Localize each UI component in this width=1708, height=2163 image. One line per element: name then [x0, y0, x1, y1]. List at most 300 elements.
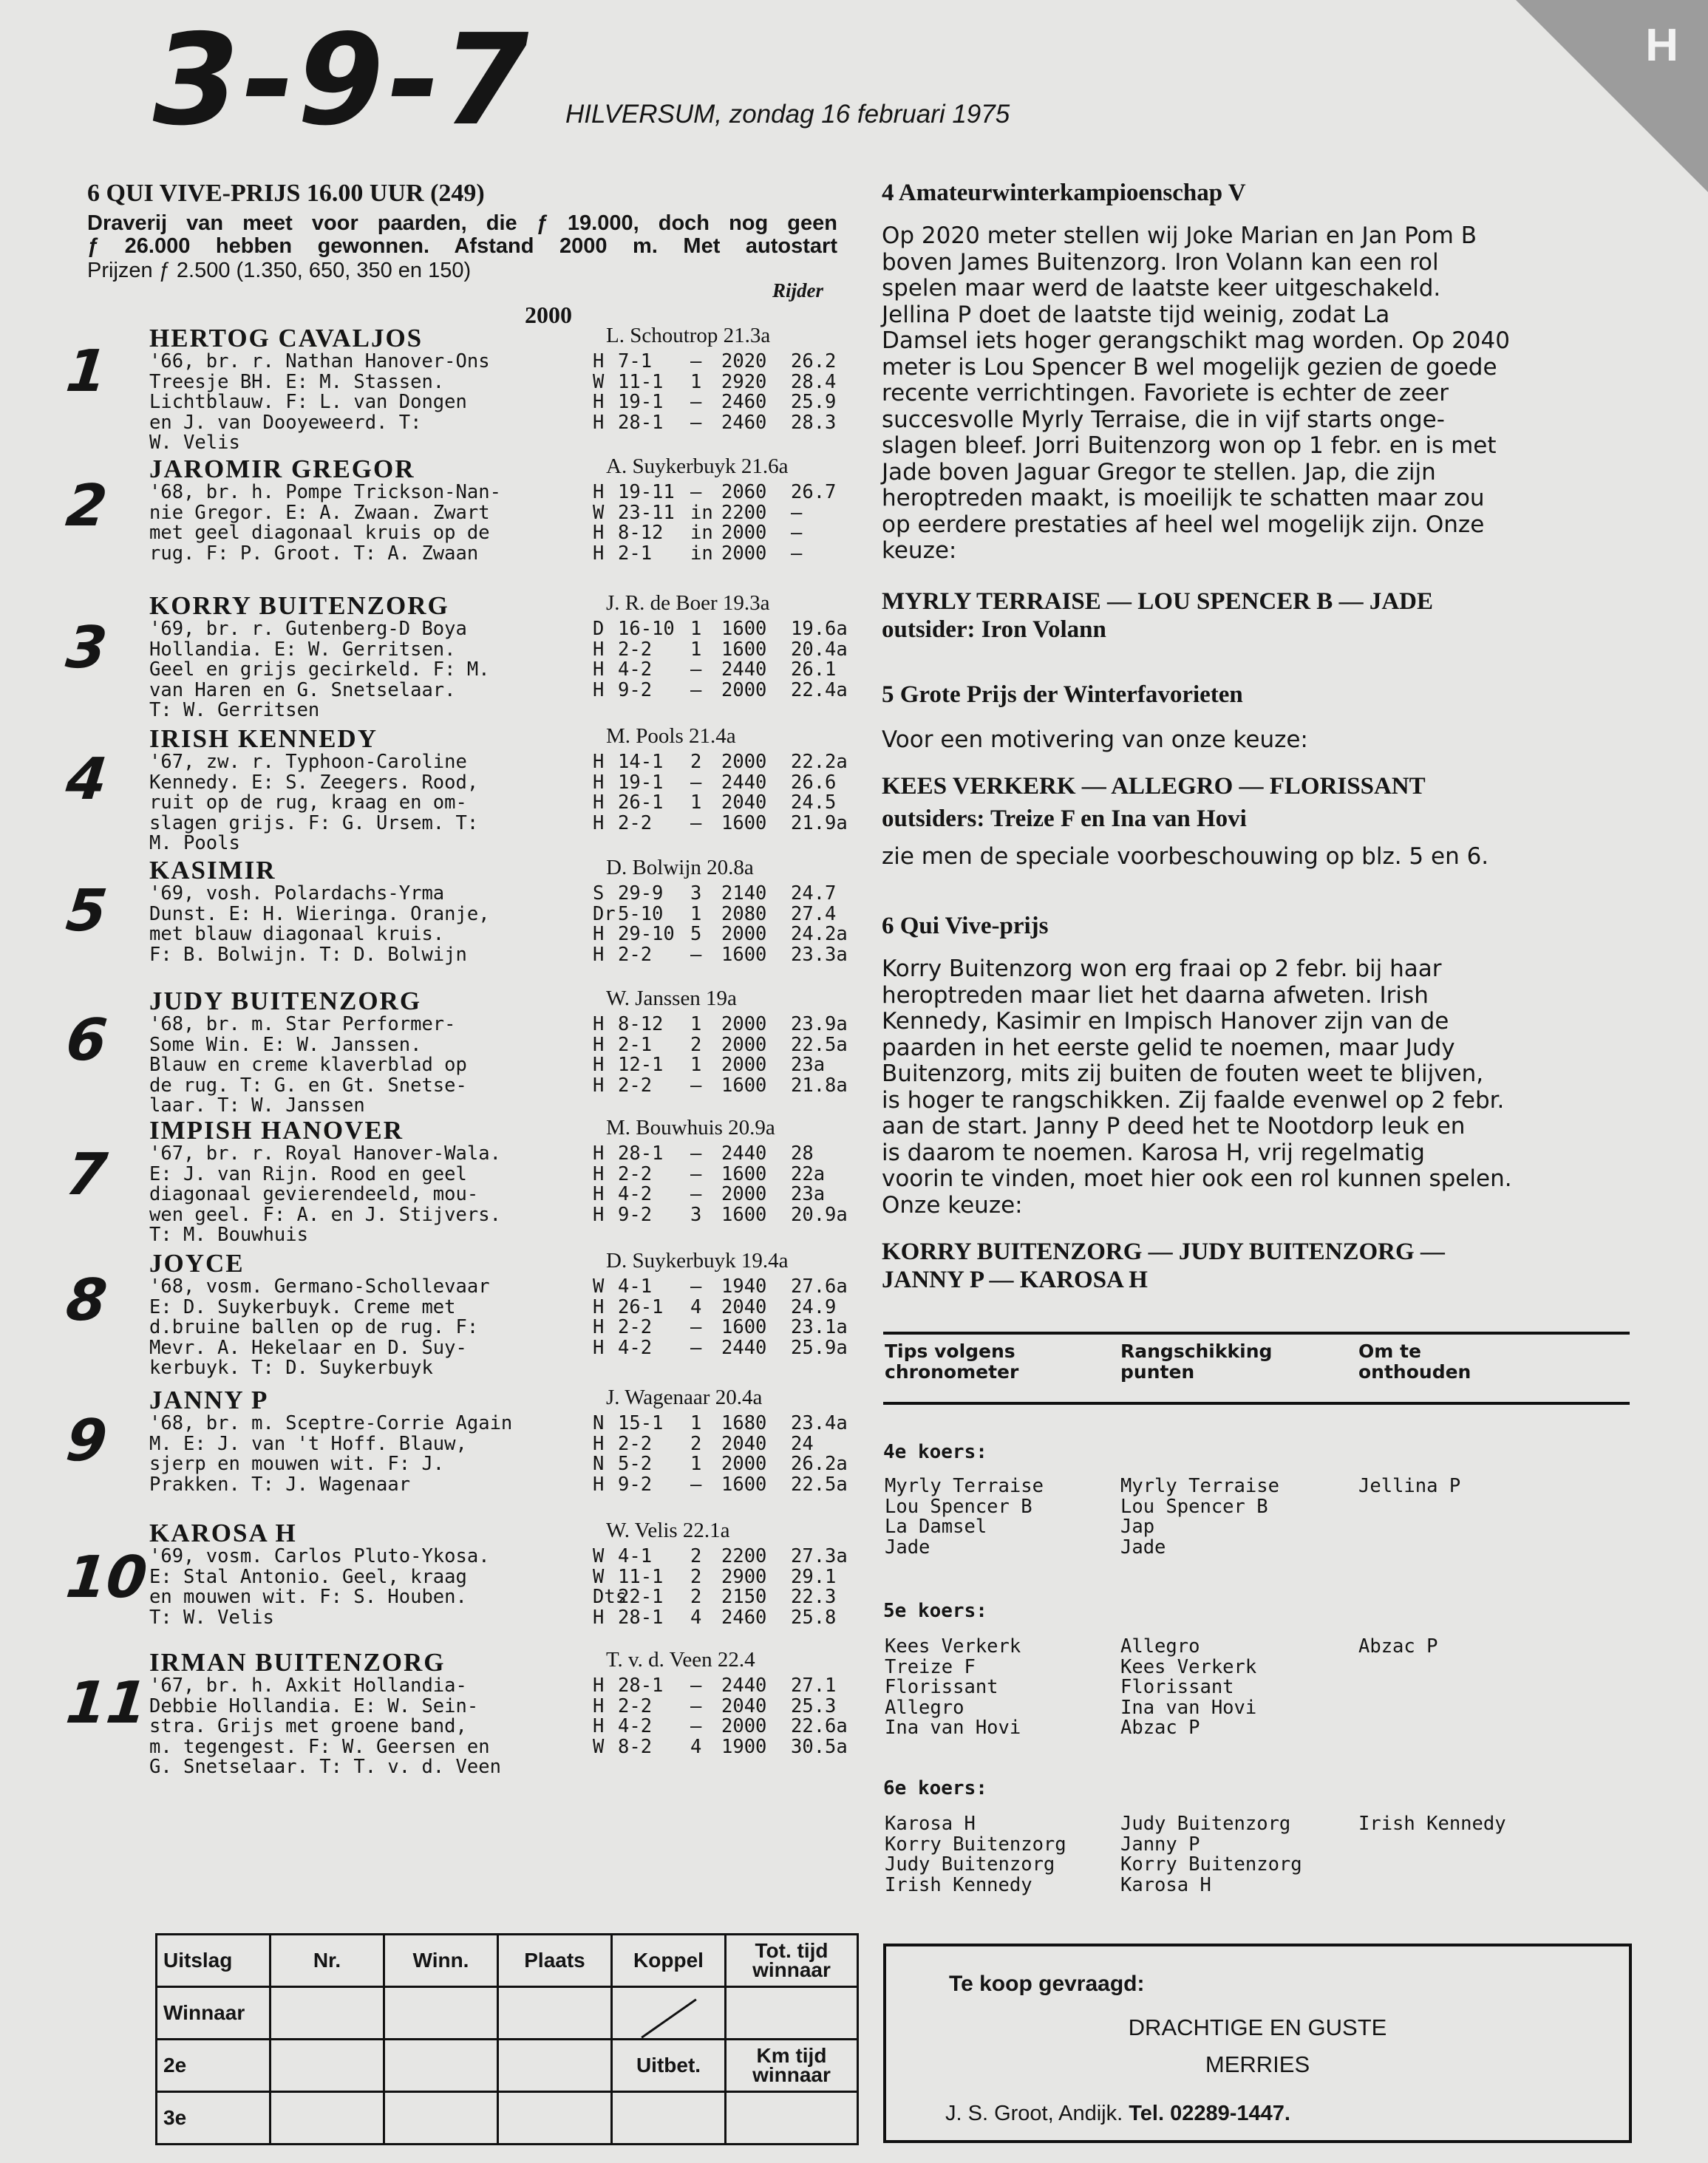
record-row: [593, 902, 850, 925]
horse-records: [593, 1277, 850, 1358]
record-cell: 25.8: [791, 1606, 837, 1629]
record-cell: 15-1: [618, 1412, 664, 1434]
text-line: voorin te vinden, moet hier ook een rol kunnen spelen.: [882, 1165, 1512, 1192]
koers-label: 6e koers:: [883, 1777, 987, 1799]
pick-line: JANNY P — KAROSA H: [882, 1267, 1148, 1293]
record-cell: —: [690, 1694, 702, 1717]
record-cell: 1940: [721, 1275, 767, 1298]
pick-line: MYRLY TERRAISE — LOU SPENCER B — JADE: [882, 588, 1433, 615]
result-cell[interactable]: [498, 2040, 612, 2092]
record-cell: —: [690, 1074, 702, 1097]
description-line: G. Snetselaar. T: T. v. d. Veen: [149, 1757, 501, 1778]
description-line: E: D. Suykerbuyk. Creme met: [149, 1297, 456, 1318]
result-row-label: 2e: [157, 2040, 271, 2092]
record-cell: —: [690, 1142, 702, 1165]
result-cell[interactable]: [271, 2040, 384, 2092]
description-line: rug. F: P. Groot. T: A. Zwaan: [149, 543, 479, 564]
record-cell: —: [791, 542, 803, 565]
record-cell: 1600: [721, 1203, 767, 1226]
record-cell: —: [690, 1275, 702, 1298]
record-cell: 24.9: [791, 1295, 837, 1318]
record-cell: W: [593, 1735, 605, 1758]
record-cell: in: [690, 542, 713, 565]
record-row: [593, 773, 850, 794]
text-line: op eerdere prestaties af heel wel mogelijk zijn. Onze: [882, 511, 1485, 538]
record-cell: 1: [690, 902, 702, 925]
section-4-title: 4 Amateurwinterkampioenschap V: [882, 180, 1246, 206]
head-line: Om te: [1358, 1341, 1421, 1362]
record-cell: 4: [690, 1295, 702, 1318]
result-cell[interactable]: [726, 1987, 858, 2040]
record-cell: 2920: [721, 370, 767, 393]
head-line: Tips volgens: [885, 1341, 1015, 1362]
record-cell: 23-11: [618, 501, 675, 524]
description-line: '68, br. h. Pompe Trickson-Nan-: [149, 483, 501, 503]
horse-description: [149, 1414, 593, 1495]
tip-name: Allegro: [1120, 1635, 1200, 1658]
description-line: '67, zw. r. Typhoon-Caroline: [149, 752, 467, 773]
record-cell: D: [593, 618, 605, 640]
record-row: [593, 413, 850, 434]
record-cell: 2-1: [618, 1033, 653, 1056]
record-cell: 2000: [721, 751, 767, 773]
record-row: [593, 1277, 850, 1298]
horse-records: [593, 619, 850, 701]
text-line: Kennedy, Kasimir en Impisch Hanover zijn van de: [882, 1008, 1449, 1035]
description-line: '68, vosm. Germano-Schollevaar: [149, 1277, 490, 1298]
record-cell: H: [593, 923, 605, 945]
record-cell: 22.4a: [791, 678, 848, 701]
record-row: [593, 1694, 850, 1717]
record-cell: 12-1: [618, 1054, 664, 1076]
corner-letter: H: [1645, 20, 1678, 71]
pick-line: KORRY BUITENZORG — JUDY BUITENZORG —: [882, 1239, 1445, 1265]
section-6-title: 6 Qui Vive-prijs: [882, 913, 1049, 939]
text-line: Buitenzorg, mits zij buiten de fouten weet te blijven,: [882, 1060, 1484, 1087]
record-row: [593, 1676, 850, 1697]
description-line: Treesje BH. E: M. Stassen.: [149, 372, 445, 392]
record-row: [593, 1055, 850, 1076]
record-row: [593, 483, 850, 503]
record-cell: 19.6a: [791, 618, 848, 640]
record-row: [593, 660, 850, 681]
record-cell: 2460: [721, 391, 767, 413]
record-cell: W: [593, 1275, 605, 1298]
description-line: wen geel. F: A. en J. Stijvers.: [149, 1205, 501, 1225]
description-line: E: J. van Rijn. Rood en geel: [149, 1164, 467, 1185]
record-cell: 4-1: [618, 1275, 653, 1298]
record-cell: 2000: [721, 542, 767, 565]
record-row: [593, 1015, 850, 1035]
horse-description: [149, 483, 593, 564]
record-cell: 8-12: [618, 1013, 664, 1035]
description-line: Some Win. E: W. Janssen.: [149, 1035, 422, 1055]
horse-records: [593, 483, 850, 564]
tip-name: Jade: [885, 1536, 930, 1559]
horse-rider: D. Bolwijn 20.8a: [606, 856, 754, 879]
horse-rider: M. Bouwhuis 20.9a: [606, 1116, 775, 1140]
record-cell: 1: [690, 638, 702, 661]
record-row: [593, 640, 850, 661]
result-cell[interactable]: [384, 1987, 498, 2040]
record-row: [593, 945, 850, 966]
result-header: Nr.: [271, 1935, 384, 1987]
record-cell: 22.5a: [791, 1473, 848, 1496]
record-cell: 2440: [721, 1675, 767, 1697]
km-tijd-label: Km tijd winnaar: [726, 2040, 858, 2092]
record-cell: H: [593, 1013, 605, 1035]
record-cell: 4: [690, 1606, 702, 1629]
tip-name: Myrly Terraise: [1120, 1475, 1279, 1497]
result-header: Uitslag: [157, 1935, 271, 1987]
record-cell: 2060: [721, 481, 767, 503]
record-cell: 2000: [721, 1715, 767, 1737]
record-cell: H: [593, 791, 605, 814]
tip-name: Kees Verkerk: [1120, 1655, 1257, 1678]
record-cell: 24.5: [791, 791, 837, 814]
record-cell: 19-1: [618, 391, 664, 413]
record-cell: H: [593, 391, 605, 413]
horse-description: [149, 1676, 593, 1778]
record-cell: 22.5a: [791, 1033, 848, 1056]
record-cell: H: [593, 638, 605, 661]
description-line: m. tegengest. F: W. Geersen en: [149, 1737, 490, 1757]
record-cell: 22.6a: [791, 1715, 848, 1737]
record-cell: 29-9: [618, 882, 664, 905]
record-cell: H: [593, 658, 605, 681]
tip-name: Jellina P: [1358, 1475, 1461, 1497]
tip-name: Ina van Hovi: [885, 1717, 1021, 1739]
head-line: onthouden: [1358, 1361, 1471, 1383]
description-line: '68, br. m. Star Performer-: [149, 1015, 456, 1035]
result-cell[interactable]: [498, 2092, 612, 2145]
record-cell: 1900: [721, 1735, 767, 1758]
text-line: meter is Lou Spencer B wel mogelijk gezien de goede: [882, 353, 1497, 381]
tip-name: Treize F: [885, 1655, 976, 1678]
record-cell: H: [593, 678, 605, 701]
tip-name: Korry Buitenzorg: [885, 1833, 1066, 1856]
result-cell[interactable]: [612, 2092, 726, 2145]
horse-name: KASIMIR: [149, 856, 276, 885]
record-cell: H: [593, 1336, 605, 1359]
record-cell: 4-2: [618, 658, 653, 681]
record-cell: 19-1: [618, 771, 664, 794]
result-cell[interactable]: [726, 2092, 858, 2145]
description-line: T: W. Velis: [149, 1607, 274, 1628]
record-cell: 1600: [721, 1473, 767, 1496]
description-line: M. Pools: [149, 834, 240, 854]
description-line: F: B. Bolwijn. T: D. Bolwijn: [149, 944, 467, 965]
record-cell: 28.3: [791, 411, 837, 434]
record-cell: 2900: [721, 1565, 767, 1588]
record-cell: 7-1: [618, 350, 653, 372]
advertisement-box: [883, 1944, 1632, 2143]
record-cell: 26.7: [791, 481, 837, 503]
record-cell: 22.2a: [791, 751, 848, 773]
tips-list-col2: [1120, 1814, 1302, 1895]
record-cell: 2-2: [618, 1162, 653, 1185]
description-line: '66, br. r. Nathan Hanover-Ons: [149, 352, 490, 372]
record-row: [593, 372, 850, 393]
record-cell: H: [593, 1316, 605, 1338]
record-cell: 2020: [721, 350, 767, 372]
record-cell: 2000: [721, 522, 767, 544]
result-cell[interactable]: [384, 2092, 498, 2145]
record-cell: H: [593, 1715, 605, 1737]
record-cell: 23.1a: [791, 1316, 848, 1338]
record-cell: 1: [690, 1054, 702, 1076]
horse-rider: M. Pools 21.4a: [606, 724, 736, 748]
record-cell: 8-12: [618, 522, 664, 544]
text-line: recente verrichtingen. Favoriete is echter de zeer: [882, 380, 1449, 406]
start-number: 4: [63, 746, 111, 813]
record-cell: 24.2a: [791, 923, 848, 945]
description-line: de rug. T: G. en Gt. Snetse-: [149, 1075, 467, 1096]
horse-name: JUDY BUITENZORG: [149, 987, 422, 1015]
record-cell: 2440: [721, 771, 767, 794]
koers-label: 5e koers:: [883, 1600, 987, 1622]
record-cell: 2-2: [618, 943, 653, 966]
record-row: [593, 884, 850, 905]
record-row: [593, 1185, 850, 1205]
record-cell: 4-2: [618, 1183, 653, 1205]
race-description: [87, 212, 837, 258]
record-cell: 27.1: [791, 1675, 837, 1697]
record-cell: 2000: [721, 1054, 767, 1076]
record-cell: 20.4a: [791, 638, 848, 661]
record-cell: 5-10: [618, 902, 664, 925]
horse-records: [593, 352, 850, 433]
head-line: Rangschikking: [1120, 1341, 1273, 1362]
horse-records: [593, 1414, 850, 1495]
description-line: '68, br. m. Sceptre-Corrie Again: [149, 1414, 513, 1434]
record-cell: 23.9a: [791, 1013, 848, 1035]
record-cell: 2: [690, 1033, 702, 1056]
section-5-pick: [882, 772, 1426, 833]
record-cell: 2000: [721, 1453, 767, 1475]
record-cell: H: [593, 522, 605, 544]
horse-records: [593, 884, 850, 965]
record-cell: 5-2: [618, 1453, 653, 1475]
race-desc-line: ƒ 26.000 hebben gewonnen. Afstand 2000 m. Met autostart: [87, 234, 837, 258]
horse-description: [149, 1015, 593, 1117]
record-cell: —: [690, 811, 702, 834]
koers-label: 4e koers:: [883, 1441, 987, 1463]
result-cell[interactable]: [498, 1987, 612, 2040]
record-cell: H: [593, 411, 605, 434]
record-cell: 1: [690, 1412, 702, 1434]
record-cell: 28.4: [791, 370, 837, 393]
record-cell: 9-2: [618, 1473, 653, 1496]
record-row: [593, 523, 850, 544]
race-desc-line: Draverij van meet voor paarden, die ƒ 19.000, doch nog geen: [87, 211, 837, 235]
record-cell: 9-2: [618, 1203, 653, 1226]
start-number: 7: [63, 1142, 111, 1208]
tips-list-col3: [1358, 1814, 1506, 1835]
record-cell: 22.3: [791, 1586, 837, 1608]
description-line: laar. T: W. Janssen: [149, 1096, 365, 1117]
description-line: Prakken. T: J. Wagenaar: [149, 1474, 411, 1495]
record-cell: 2200: [721, 501, 767, 524]
horse-name: IMPISH HANOVER: [149, 1116, 404, 1145]
result-cell[interactable]: [384, 2040, 498, 2092]
record-cell: 2200: [721, 1545, 767, 1567]
record-cell: —: [690, 391, 702, 413]
outsider-line: outsiders: Treize F en Ina van Hovi: [882, 805, 1247, 832]
record-cell: 27.6a: [791, 1275, 848, 1298]
record-cell: 1: [690, 791, 702, 814]
description-line: slagen grijs. F: G. Ursem. T:: [149, 813, 479, 834]
description-line: met blauw diagonaal kruis.: [149, 924, 445, 945]
section-5-note: zie men de speciale voorbeschouwing op blz. 5 en 6.: [882, 843, 1489, 870]
horse-rider: J. R. de Boer 19.3a: [606, 591, 770, 615]
record-cell: 4: [690, 1735, 702, 1758]
tip-name: Lou Spencer B: [1120, 1495, 1268, 1518]
description-line: Kennedy. E: S. Zeegers. Rood,: [149, 772, 479, 793]
text-line: Op 2020 meter stellen wij Joke Marian en Jan Pom B: [882, 222, 1477, 249]
text-line: is daarom te noemen. Karosa H, vrij regelmatig: [882, 1139, 1425, 1166]
record-cell: 26.2a: [791, 1453, 848, 1475]
record-cell: Dr: [593, 902, 616, 925]
description-line: Debbie Hollandia. E: W. Sein-: [149, 1696, 479, 1717]
record-cell: 1680: [721, 1412, 767, 1434]
record-cell: 23a: [791, 1054, 826, 1076]
record-cell: in: [690, 522, 713, 544]
result-cell[interactable]: [271, 2092, 384, 2145]
result-table: [155, 1933, 859, 2145]
record-cell: 1600: [721, 1316, 767, 1338]
record-cell: H: [593, 1473, 605, 1496]
record-row: [593, 1737, 850, 1758]
record-cell: H: [593, 1694, 605, 1717]
record-cell: 28-1: [618, 411, 664, 434]
text-line: slagen bleef. Jorri Buitenzorg won op 1 febr. en is met: [882, 432, 1497, 459]
record-cell: 2-2: [618, 1432, 653, 1455]
tip-name: Irish Kennedy: [1358, 1813, 1506, 1835]
tips-list-col1: [885, 1637, 1021, 1739]
record-cell: —: [690, 943, 702, 966]
horse-name: JANNY P: [149, 1386, 269, 1414]
result-row-label: Winnaar: [157, 1987, 271, 2040]
record-cell: H: [593, 1432, 605, 1455]
record-cell: H: [593, 542, 605, 565]
koppel-slash-cell: [612, 1987, 726, 2040]
record-row: [593, 544, 850, 565]
record-row: [593, 1205, 850, 1226]
record-cell: 29.1: [791, 1565, 837, 1588]
tip-name: Florissant: [885, 1676, 998, 1698]
horse-description: [149, 1547, 593, 1628]
text-line: spelen maar werd de laatste keer uitgeschakeld.: [882, 275, 1441, 302]
record-cell: 2040: [721, 1295, 767, 1318]
horse-name: KAROSA H: [149, 1519, 297, 1547]
record-cell: 2: [690, 751, 702, 773]
record-cell: W: [593, 370, 605, 393]
record-cell: —: [690, 658, 702, 681]
record-cell: 2040: [721, 1694, 767, 1717]
record-cell: H: [593, 1162, 605, 1185]
description-line: W. Velis: [149, 433, 240, 454]
record-cell: 16-10: [618, 618, 675, 640]
description-line: Lichtblauw. F: L. van Dongen: [149, 392, 467, 413]
text-line: heroptreden maakt, is moeilijk te schatten maar zou: [882, 485, 1485, 511]
record-cell: 4-1: [618, 1545, 653, 1567]
record-row: [593, 752, 850, 773]
result-cell[interactable]: [271, 1987, 384, 2040]
description-line: T: W. Gerritsen: [149, 701, 320, 721]
result-header: Winn.: [384, 1935, 498, 1987]
start-number: 11: [63, 1670, 151, 1737]
record-cell: W: [593, 501, 605, 524]
record-cell: 26.6: [791, 771, 837, 794]
horse-description: [149, 1277, 593, 1379]
record-row: [593, 1587, 850, 1608]
record-row: [593, 1454, 850, 1475]
tips-list-col2: [1120, 1637, 1256, 1739]
record-cell: —: [690, 1183, 702, 1205]
record-cell: 8-2: [618, 1735, 653, 1758]
record-cell: H: [593, 1295, 605, 1318]
outsider-line: outsider: Iron Volann: [882, 616, 1106, 643]
tips-head-onthouden: [1358, 1341, 1471, 1383]
description-line: T: M. Bouwhuis: [149, 1225, 308, 1246]
tip-name: Irish Kennedy: [885, 1873, 1032, 1896]
record-row: [593, 1076, 850, 1097]
start-number: 1: [63, 338, 111, 405]
tip-name: Karosa H: [885, 1813, 976, 1835]
record-cell: 1: [690, 1013, 702, 1035]
rijder-label: Rijder: [772, 279, 824, 302]
record-cell: W: [593, 1545, 605, 1567]
description-line: Dunst. E: H. Wieringa. Oranje,: [149, 904, 490, 924]
section-6-pick: [882, 1238, 1445, 1294]
ad-line: MERRIES: [1205, 2051, 1310, 2077]
record-cell: 3: [690, 1203, 702, 1226]
record-cell: in: [690, 501, 713, 524]
record-cell: 2-2: [618, 1694, 653, 1717]
record-cell: 1600: [721, 1074, 767, 1097]
record-cell: 2080: [721, 902, 767, 925]
section-5-intro: Voor een motivering van onze keuze:: [882, 726, 1308, 753]
tip-name: Myrly Terraise: [885, 1475, 1044, 1497]
record-cell: 30.5a: [791, 1735, 848, 1758]
record-cell: H: [593, 751, 605, 773]
record-cell: 25.9a: [791, 1336, 848, 1359]
record-cell: 5: [690, 923, 702, 945]
horse-rider: T. v. d. Veen 22.4: [606, 1648, 755, 1672]
record-cell: 24: [791, 1432, 814, 1455]
record-cell: 20.9a: [791, 1203, 848, 1226]
description-line: Geel en grijs gecirkeld. F: M.: [149, 660, 490, 681]
tips-list-col1: [885, 1476, 1044, 1558]
record-cell: 2140: [721, 882, 767, 905]
description-line: '67, br. r. Royal Hanover-Wala.: [149, 1144, 501, 1165]
record-cell: 29-10: [618, 923, 675, 945]
horse-rider: D. Suykerbuyk 19.4a: [606, 1249, 789, 1273]
record-cell: S: [593, 882, 605, 905]
record-cell: 1: [690, 618, 702, 640]
record-cell: 27.4: [791, 902, 837, 925]
description-line: en mouwen wit. F: S. Houben.: [149, 1587, 467, 1608]
horse-records: [593, 752, 850, 834]
record-cell: H: [593, 811, 605, 834]
horse-name: KORRY BUITENZORG: [149, 591, 449, 620]
record-cell: —: [690, 1316, 702, 1338]
record-cell: 28-1: [618, 1606, 664, 1629]
record-cell: 2440: [721, 1142, 767, 1165]
horse-rider: L. Schoutrop 21.3a: [606, 324, 771, 347]
text-line: boven James Buitenzorg. Iron Volann kan een rol: [882, 248, 1439, 276]
